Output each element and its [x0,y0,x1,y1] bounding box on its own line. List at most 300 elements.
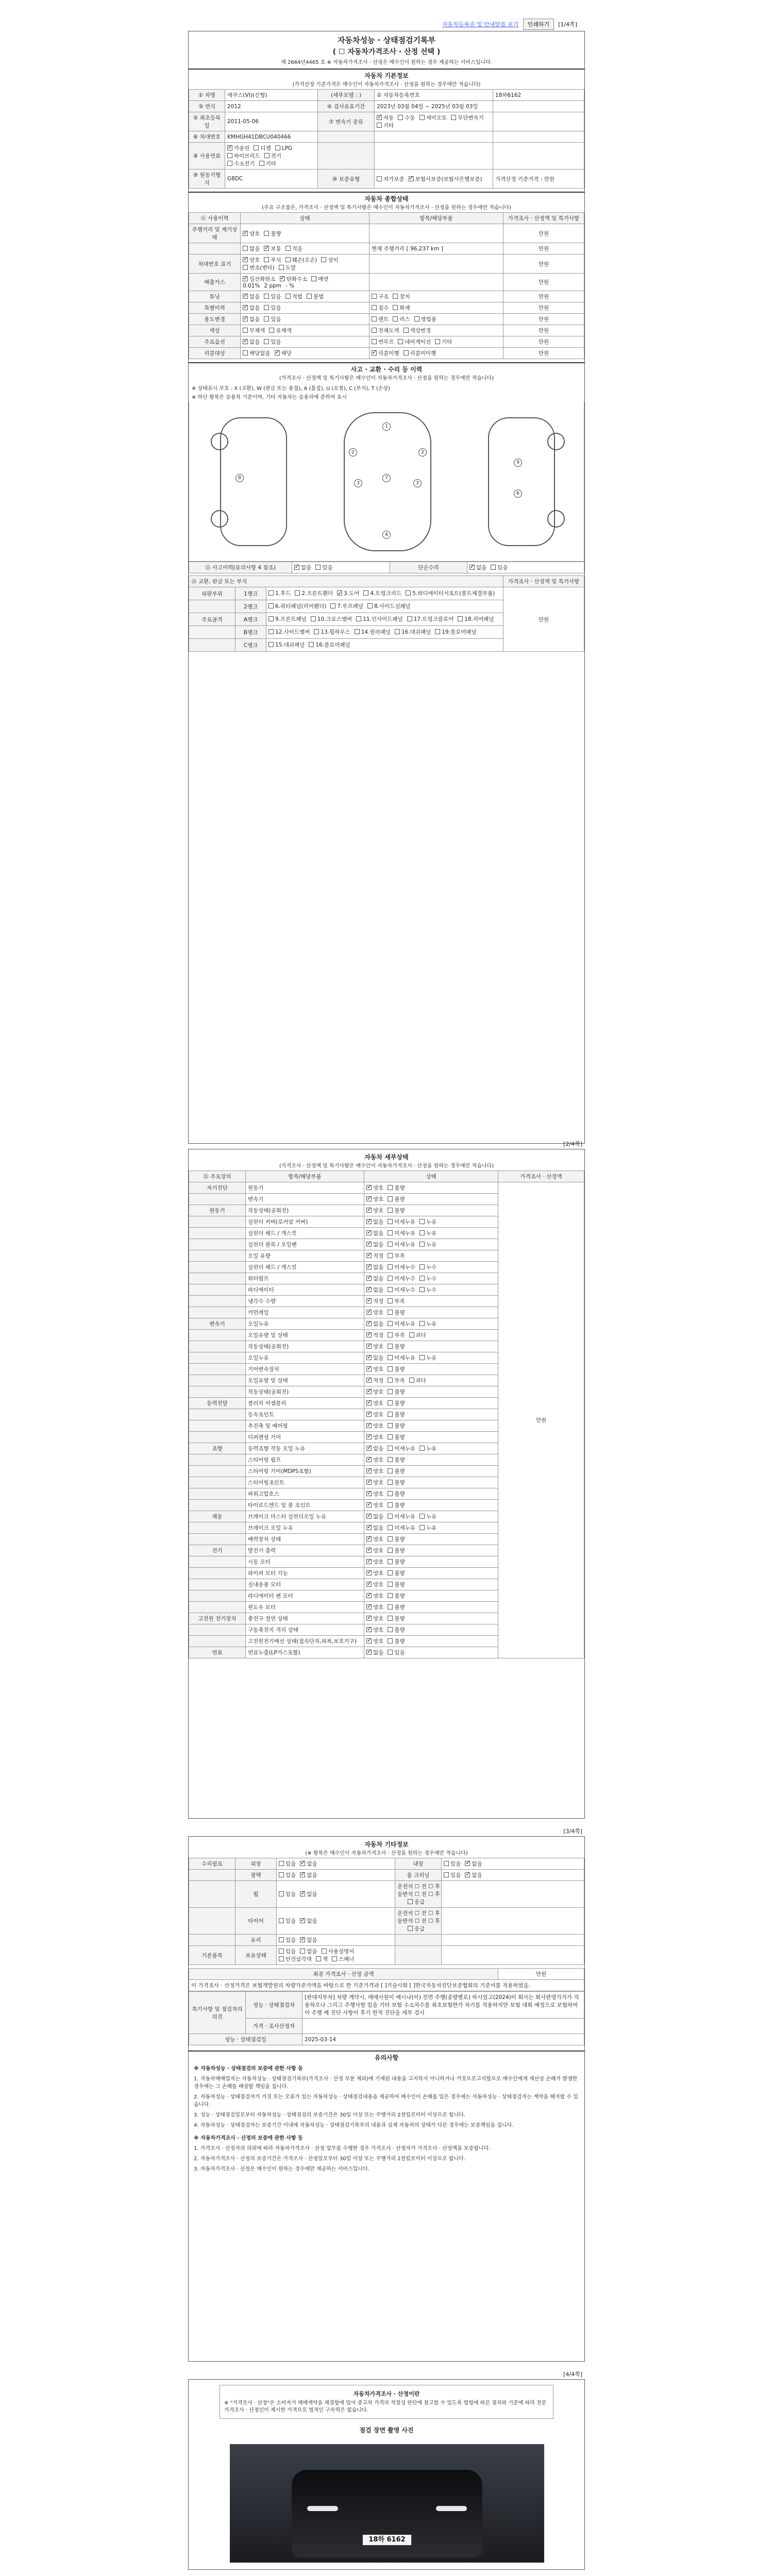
option: 있음 [279,1937,296,1943]
empty-box-icon [404,328,409,333]
basic-info-cell [375,112,493,131]
option: 11.인사이드패널 [356,616,403,622]
basic-info-row [189,112,584,131]
detail-part: 와이퍼 모터 기능 [246,1568,364,1579]
option: 불량 [388,1468,405,1475]
status-note: (주요 구조물은, 가격조사 · 산정액 및 특기사항은 매수인이 자동차가격조사 · 산정을 원하는 경우에만 적습니다) [262,205,511,211]
detail-state [364,1239,498,1250]
checked-box-icon [275,350,280,355]
option: ✓ 없음 [243,339,260,345]
basic-info-cell: 2012 [225,101,318,112]
detail-device [189,1341,246,1352]
option: ✓ 없음 [366,1525,383,1531]
detail-device [189,1250,246,1262]
empty-box-icon [388,1559,393,1564]
empty-box-icon [435,339,440,344]
status-item: 튜닝 [189,291,241,302]
empty-box-icon [264,305,269,310]
empty-box-icon [388,1185,393,1190]
document-note: 제 2664년4465 호 ※ 자동차가격조사 · 산정은 매수인이 원하는 경우 제공하는 서비스입니다. [281,60,492,65]
empty-box-icon [279,1861,284,1866]
empty-box-icon [388,1230,393,1235]
empty-box-icon [264,294,269,299]
checked-box-icon [366,1446,372,1451]
basic-info-cell: ⑦ 변속기 종류 [318,112,375,131]
option: 스패너 [332,1956,354,1962]
etc-cell [442,1870,584,1881]
checked-box-icon [366,1525,372,1530]
basic-info-cell [318,131,375,143]
detail-part: 작동상태(공회전) [246,1386,364,1398]
detail-row [189,1182,584,1194]
empty-box-icon [388,1627,393,1632]
empty-box-icon [388,1310,393,1315]
checked-box-icon [366,1208,372,1213]
empty-box-icon [419,1230,425,1235]
status-state [241,243,369,255]
empty-box-icon [408,1899,413,1904]
status-state [241,348,369,359]
option: - % [285,283,295,289]
basic-info-cell: ④ 검사유효기간 [318,101,375,112]
detail-device: 변속기 [189,1318,246,1330]
detail-state [364,1182,498,1194]
empty-box-icon [388,1650,393,1655]
empty-box-icon [451,115,456,120]
detail-device [189,1194,246,1205]
etc-cell [277,1870,395,1881]
empty-box-icon [388,1400,393,1405]
option: 4.트렁크리드 [363,590,401,597]
detail-part: 실내송풍 모터 [246,1579,364,1590]
detail-part: 오일유량 및 상태 [246,1330,364,1341]
option: 있음 [264,316,281,323]
empty-box-icon [311,616,316,621]
wheel-icon [211,510,228,528]
option: 불량 [388,1344,405,1350]
option: 불량 [388,1502,405,1509]
checked-box-icon [280,276,285,281]
option: 5.라디에이터서포트(볼트체결부품) [406,590,495,597]
price-title: 최종 가격조사 · 산정 금액 [189,1969,498,1980]
frame-parts [266,613,503,626]
etc-cell [189,1908,236,1935]
etc-row [189,1908,584,1935]
detail-device: 원동기 [189,1205,246,1216]
status-row [189,302,584,314]
detail-device [189,1466,246,1477]
empty-box-icon [458,616,463,621]
status-table [189,212,584,359]
detail-state [364,1488,498,1500]
frame-group: 주요골격 [189,613,236,626]
detail-part: 등속조인트 [246,1409,364,1420]
empty-box-icon [367,603,373,608]
empty-box-icon [388,1548,393,1553]
option: 수동 [398,115,415,121]
etc-cell [189,1870,236,1881]
detail-device: 연료 [189,1647,246,1658]
notice-block-2-title: ※ 자동차가격조사 · 산정의 보증에 관한 사항 등 [194,2136,303,2141]
detail-part: 오일유량 및 상태 [246,1375,364,1386]
option: ✓ 없음 [366,1264,383,1270]
detail-price: 만원 [498,1182,584,1658]
basic-info-cell [375,131,493,143]
empty-box-icon [491,565,496,570]
detail-device [189,1420,246,1432]
option: ✓ 없음 [366,1230,383,1236]
frame-group: 외판부위 [189,587,236,600]
option: ✓ 없음 [366,1219,383,1225]
option: 2 ppm [264,283,281,289]
option: 1.후드 [268,590,291,597]
detail-device [189,1228,246,1239]
empty-box-icon [243,265,248,270]
frame-note: 가격조사 · 산정액 및 특기사항 [503,576,584,587]
basic-info-note: (가격산정 기준가격은 매수인이 자동차가격조사 · 산정을 원하는 경우에만 적습니다) [292,82,481,88]
basic-info-cell [225,143,318,170]
checked-box-icon [366,1536,372,1541]
basic-info-cell [493,143,584,170]
checked-box-icon [366,1412,372,1417]
empty-box-icon [404,350,409,355]
checked-box-icon [465,1861,470,1866]
detail-part: 스티어링 기어(MDPS포함) [246,1466,364,1477]
empty-box-icon [444,1872,449,1877]
empty-box-icon [330,603,335,608]
detail-state [364,1500,498,1511]
option: 불량 [388,1208,405,1214]
option: 미세누유 [388,1242,415,1248]
frame-rank: 2랭크 [236,600,266,613]
option: 운전석 ☐ 전 ☐ 후 [397,1910,440,1917]
checked-box-icon [243,339,248,344]
price-note: 이 가격조사 · 산정가격은 보험개발원의 차량가준가액을 바탕으로 한 기준가격과 [ ]기술사회 [ ]한국자동차진단보증협회의 기준서를 적용하였음. [189,1980,584,1991]
etc-cell: 수리필요 [189,1858,236,1870]
page-number: [1/4쪽] [558,21,577,28]
detail-part: 클러치 어셈블리 [246,1398,364,1409]
detail-part: 작동상태(공회전) [246,1205,364,1216]
empty-box-icon [414,316,419,321]
detail-device: 자기진단 [189,1182,246,1194]
checked-box-icon [243,316,248,321]
checked-box-icon [366,1219,372,1224]
empty-box-icon [269,328,274,333]
empty-box-icon [435,629,440,634]
option: ✓ 없음 [366,1355,383,1361]
option: 13.휠하우스 [314,629,350,635]
checked-box-icon [366,1253,372,1258]
status-header: 가격조사 · 산정액 및 특기사항 [503,213,584,224]
etc-row [189,1881,584,1908]
frame-rank: B랭크 [236,626,266,639]
detail-device [189,1284,246,1296]
empty-box-icon [388,1287,393,1292]
notice-line: 1. 자동차매매업자는 자동차성능 · 상태점검기록부(가격조사 · 산정 부분 제외)에 기재된 내용을 고지하지 아니하거나 거짓으로고지함으로 매수인에게 재산상 손해가 발생한 경우에는 그 손해를 배상할 책임을 집니다. [194,2076,578,2090]
option: 과다 [409,1332,426,1338]
option: ✓ 리콜이행 [372,350,399,357]
option: ✓ 양호 [366,1548,383,1554]
checked-box-icon [366,1196,372,1201]
option: 없음 [300,1948,317,1955]
notice-block-1 [189,2062,584,2179]
option: ✓ 없음 [366,1242,383,1248]
status-detail [369,274,503,291]
basic-info-row [189,131,584,143]
etc-cell: 휠 [236,1881,277,1908]
etc-cell: 보유상태 [236,1946,277,1965]
empty-box-icon [419,115,425,120]
option: 불량 [388,1423,405,1429]
option: 수소전기 [227,161,255,167]
basic-info-cell: 에쿠스(VI)(신형) [225,90,318,101]
option: 미세누수 [388,1276,415,1282]
detail-part: 충전구 절연 상태 [246,1613,364,1624]
info-box-title: 자동차가격조사 · 산정이란 [353,2391,420,2397]
checked-box-icon [227,145,232,150]
status-item: 리콜대상 [189,348,241,359]
frame-group [189,626,236,639]
checked-box-icon [366,1344,372,1349]
option: 미세누유 [388,1355,415,1361]
status-item: 배출가스 [189,274,241,291]
option: ✓ 3.도어 [337,590,359,597]
option: 14.필러패널 [355,629,391,635]
detail-device [189,1579,246,1590]
empty-box-icon [388,1196,393,1201]
option: 불량 [388,1616,405,1622]
empty-box-icon [279,1891,284,1896]
option: ✓ 보험사보증(보험사은행보증) [409,176,482,182]
empty-box-icon [388,1378,393,1383]
empty-box-icon [268,603,274,608]
etc-cell [189,1935,236,1946]
status-price: 만원 [503,255,584,274]
option: 기타 [435,339,452,345]
empty-box-icon [409,1378,414,1383]
etc-cell [277,1908,395,1935]
empty-box-icon [372,316,377,321]
option: 있음 [444,1872,461,1878]
checked-box-icon [300,1918,305,1923]
detail-device: 제동 [189,1511,246,1522]
checked-box-icon [300,1861,305,1866]
etc-cell [395,1935,442,1946]
option: 누유 [419,1321,436,1327]
detail-part: 기어변속장치 [246,1364,364,1375]
option: 불량 [388,1412,405,1418]
option: 불량 [264,231,281,237]
option: ✓ 양호 [366,1491,383,1497]
detail-state [364,1194,498,1205]
option: ✓ 없음 [465,1861,482,1867]
empty-box-icon [388,1616,393,1621]
option: ✓ 없음 [465,1872,482,1878]
option: 부식 [264,257,281,263]
option: 있음 [491,565,508,571]
option: 7.루프패널 [330,603,363,609]
status-detail [369,314,503,325]
empty-box-icon [388,1491,393,1496]
detail-part: 오일누유 [246,1318,364,1330]
basic-info-cell: ① 차명 [189,90,225,101]
empty-box-icon [388,1514,393,1519]
checked-box-icon [337,590,342,596]
detail-header: 가격조사 · 산정액 [498,1171,584,1182]
checked-box-icon [366,1559,372,1564]
detail-part: 동력조향 작동 오일 누유 [246,1443,364,1454]
etc-cell [442,1946,584,1965]
detail-state [364,1466,498,1477]
option: 기타 [377,123,394,129]
option: 16.대쉬패널 [395,629,431,635]
part-marker: 1 [382,422,391,431]
empty-box-icon [388,1412,393,1417]
frame-price: 만원 [503,587,584,652]
option: 불량 [388,1627,405,1633]
status-header: ⑪ 사용이력 [189,213,241,224]
option: ✓ 양호 [366,1502,383,1509]
inspection-photo [230,2444,544,2563]
etc-cell: 기본품목 [189,1946,236,1965]
empty-box-icon [300,1948,305,1954]
option: ✓ 없음 [300,1918,317,1924]
status-item: 차대번호 표기 [189,255,241,274]
empty-box-icon [388,1298,393,1303]
option: 렌트 [372,316,389,323]
empty-box-icon [419,1219,425,1224]
detail-part: 구동축전지 격리 상태 [246,1624,364,1636]
detail-part: 스티어링조인트 [246,1477,364,1488]
notice-line: 2. 자동차가격조사 · 산정의 보증기간은 가격조사 · 산정일로부터 30일 이상 또는 주행거리 2천킬로미터 이상으로 합니다. [194,2156,466,2162]
detail-state [364,1284,498,1296]
etc-title: 자동차 기타정보 [364,1841,409,1848]
basic-info-cell: 18하6162 [493,90,584,101]
option: 불량 [388,1536,405,1543]
checked-box-icon [366,1514,372,1519]
status-item: 특별이력 [189,302,241,314]
registration-link[interactable]: 자동차등록증 및 안내말씀 보기 [442,21,519,28]
option: 누유 [419,1242,436,1248]
photo-title: 점검 장면 촬영 사진 [359,2427,414,2434]
accident-cell [467,562,584,573]
option: 있음 [264,339,281,345]
option: ✓ 양호 [366,1468,383,1475]
option: 미세누유 [388,1230,415,1236]
option: 리콜미이행 [404,350,436,357]
option: 누수 [419,1276,436,1282]
option: 6.쿼터패널(리어휀더) [268,603,326,609]
checked-box-icon [366,1298,372,1303]
option: 있음 [315,565,332,571]
checked-box-icon [366,1332,372,1337]
detail-state [364,1534,498,1545]
basic-info-cell: 2011-05-06 [225,112,318,131]
basic-info-row [189,90,584,101]
accident-cell: 단순수리 [390,562,467,573]
status-state [241,274,369,291]
status-state [241,314,369,325]
option: 무채색 [243,328,265,334]
option: 있음 [279,1872,296,1878]
checked-box-icon [294,565,299,570]
option: ✓ 양호 [366,1208,383,1214]
print-button[interactable]: 인쇄하기 [523,19,554,30]
empty-box-icon [407,616,412,621]
checked-box-icon [366,1366,372,1371]
detail-state [364,1420,498,1432]
option: ✓ 양호 [366,1185,383,1191]
option: ✓ 양호 [366,1412,383,1418]
empty-box-icon [388,1355,393,1360]
checked-box-icon [366,1242,372,1247]
option: 불량 [388,1434,405,1440]
option: ✓ 양호 [366,1536,383,1543]
option: 변조(변타) [243,265,275,271]
option: 누유 [419,1219,436,1225]
notice-line: 2. 자동차성능 · 상태점검자가 거짓 또는 오류가 있는 자동차성능 · 상태점검내용을 제공하여 매수인이 손해를 입은 경우에는 자동차성능 · 상태점검자는 계약을 해지할 수 있습니다. [194,2094,578,2108]
option: ✓ 해당 [275,350,292,357]
detail-state [364,1205,498,1216]
status-item: 주요옵션 [189,336,241,348]
basic-info-cell [493,112,584,131]
option: 미세누유 [388,1514,415,1520]
empty-box-icon [388,1242,393,1247]
empty-box-icon [316,1956,321,1961]
detail-part: 실린더 블록 / 오일팬 [246,1239,364,1250]
checked-box-icon [465,1872,470,1877]
status-detail [369,325,503,336]
empty-box-icon [279,1918,284,1923]
option: 세미오토 [419,115,447,121]
option: 리스 [393,316,410,323]
empty-box-icon [268,629,274,634]
option: ✓ 양호 [366,1604,383,1611]
option: 불량 [388,1638,405,1645]
option: 적음 [285,246,303,252]
special-table [189,1991,584,2045]
checked-box-icon [372,350,377,355]
empty-box-icon [372,339,377,344]
checked-box-icon [366,1570,372,1575]
empty-box-icon [243,328,248,333]
empty-box-icon [388,1457,393,1462]
etc-cell: 유리 [236,1935,277,1946]
option: ✓ 양호 [366,1457,383,1463]
checked-box-icon [366,1480,372,1485]
detail-device [189,1534,246,1545]
detail-state [364,1454,498,1466]
empty-box-icon [372,305,377,310]
option: ✓ 양호 [366,1616,383,1622]
basic-info-cell [493,101,584,112]
empty-box-icon [388,1593,393,1598]
status-detail [369,255,503,274]
empty-box-icon [372,328,377,333]
detail-device [189,1307,246,1318]
detail-state [364,1613,498,1624]
detail-device [189,1624,246,1636]
empty-box-icon [388,1344,393,1349]
detail-device [189,1432,246,1443]
special-text-appraiser [303,2019,584,2034]
notice-title: 유의사항 [189,2050,584,2062]
option: ✓ 양호 [366,1196,383,1202]
detail-part: 브레이크 마스터 실린더오일 누유 [246,1511,364,1522]
option: 불량 [388,1366,405,1372]
detail-part: 커먼레일 [246,1307,364,1318]
option: 유채색 [269,328,291,334]
